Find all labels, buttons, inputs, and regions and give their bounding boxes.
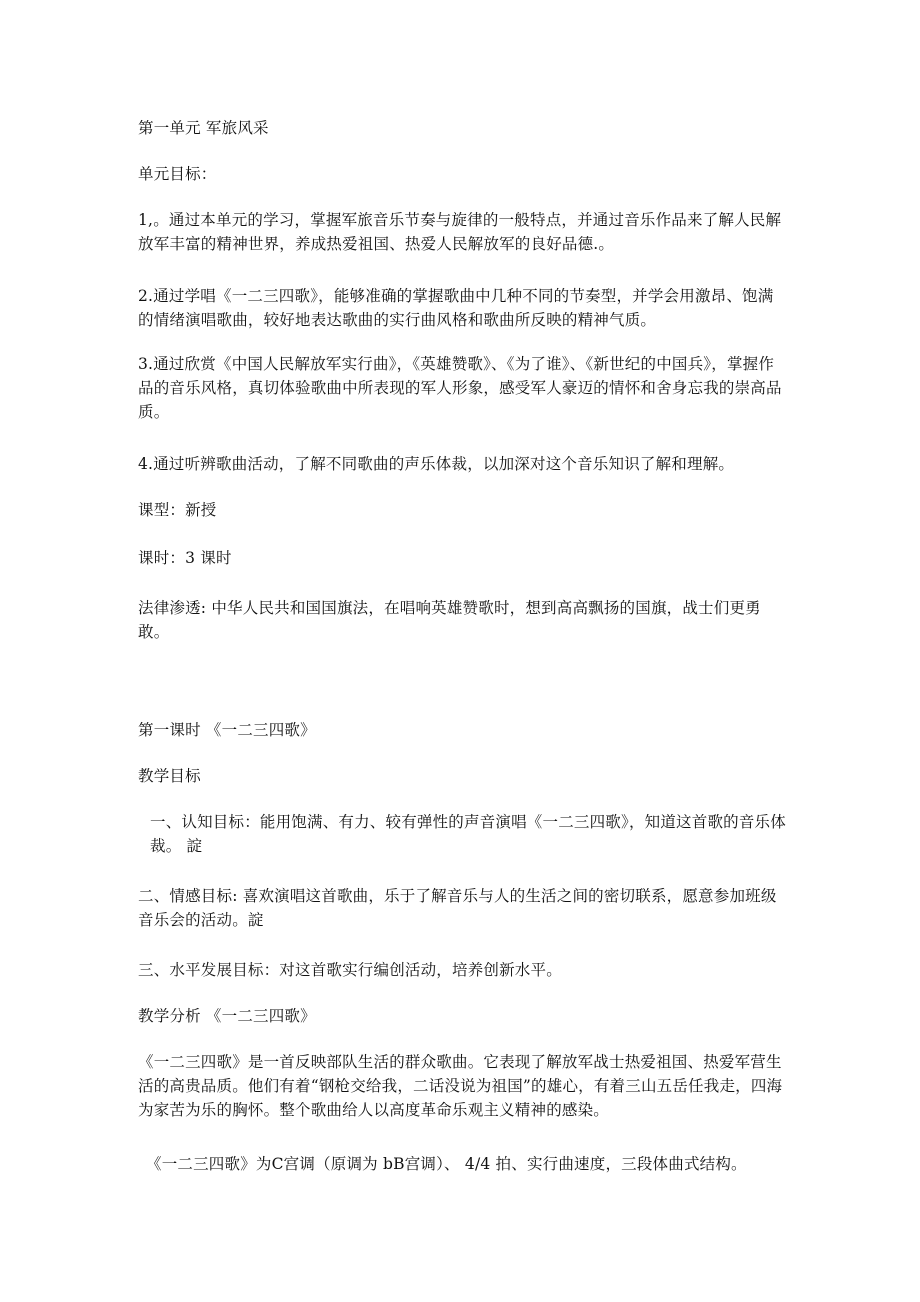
unit-goals-heading: 单元目标： <box>138 165 217 183</box>
objective-emotional: 二、情感目标: 喜欢演唱这首歌曲，乐于了解音乐与人的生活之间的密切联系，愿意参加班级音乐会的活动。諚 <box>138 887 777 929</box>
analysis-paragraph-1: 《一二三四歌》是一首反映部队生活的群众歌曲。它表现了解放军战士热爱祖国、热爱军营生活的高贵品质。他们有着“钢枪交给我，二话没说为祖国”的雄心，有着三山五岳任我走，四海为家苦为乐的胸怀。整个歌曲给人以高度革命乐观主义精神的感染。 <box>138 1053 783 1119</box>
objective-development: 三、水平发展目标：对这首歌实行编创活动，培养创新水平。 <box>138 961 562 979</box>
law-note: 法律渗透: 中华人民共和国国旗法，在唱响英雄赞歌时，想到高高飘扬的国旗，战士们更勇敢。 <box>138 599 761 641</box>
lesson1-objectives-heading: 教学目标 <box>138 767 201 785</box>
lesson-hours: 课时：3 课时 <box>138 549 232 567</box>
unit-goal-3: 3.通过欣赏《中国人民解放军实行曲》，《英雄赞歌》、《为了谁》、《新世纪的中国兵》，掌握作品的音乐风格，真切体验歌曲中所表现的军人形象，感受军人豪迈的情怀和舍身忘我的崇高品质。 <box>138 355 782 421</box>
unit-goal-4: 4.通过听辨歌曲活动，了解不同歌曲的声乐体裁，以加深对这个音乐知识了解和理解。 <box>138 455 735 473</box>
analysis-paragraph-2: 《一二三四歌》为C宫调（原调为 bB宫调）、 4/4 拍、实行曲速度，三段体曲式结构。 <box>146 1155 747 1173</box>
lesson1-title: 第一课时 《一二三四歌》 <box>138 721 316 739</box>
analysis-heading: 教学分析 《一二三四歌》 <box>138 1007 316 1025</box>
lesson-type: 课型：新授 <box>138 501 217 519</box>
objective-cognitive: 一、认知目标：能用饱满、有力、较有弹性的声音演唱《一二三四歌》，知道这首歌的音乐体裁。 諚 <box>150 813 786 855</box>
unit-goal-1: 1,。通过本单元的学习，掌握军旅音乐节奏与旋律的一般特点，并通过音乐作品来了解人民解放军丰富的精神世界，养成热爱祖国、热爱人民解放军的良好品德.。 <box>138 211 782 253</box>
unit-title: 第一单元 军旅风采 <box>138 119 269 137</box>
unit-goal-2: 2.通过学唱《一二三四歌》，能够准确的掌握歌曲中几种不同的节奏型，并学会用激昂、饱满的情绪演唱歌曲，较好地表达歌曲的实行曲风格和歌曲所反映的精神气质。 <box>138 287 774 329</box>
